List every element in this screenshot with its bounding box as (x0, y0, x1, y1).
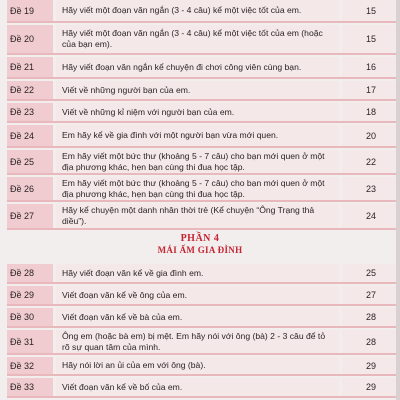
table-row (7, 308, 400, 328)
table-row (7, 357, 400, 376)
table-row (7, 125, 400, 148)
page-number: 15 (342, 25, 400, 53)
topic-number: Đề 23 (7, 103, 53, 121)
topic-title: Hãy kể chuyện một danh nhân thời trẻ (Kể chuyện “Ông Trạng thả diều”). (56, 204, 339, 228)
topic-number: Đề 22 (7, 81, 53, 99)
topic-number: Đề 32 (7, 357, 53, 374)
page-number: 29 (342, 357, 400, 374)
topic-number: Đề 33 (7, 378, 53, 396)
topic-title: Em hãy viết một bức thư (khoảng 5 - 7 câu) cho bạn mới quen ở một địa phương khác, hẹn bạn cùng thi đua học tập. (56, 150, 339, 173)
topic-title: Hãy viết một đoạn văn ngắn (3 - 4 câu) kể một việc tốt của em (hoặc của bạn em). (56, 25, 339, 53)
table-row (7, 57, 400, 79)
part-4-header (0, 230, 400, 264)
topic-title: Viết đoạn văn kể về bà của em. (56, 308, 339, 326)
page-number: 27 (342, 286, 400, 304)
topic-number: Đề 21 (7, 57, 53, 77)
topic-title: Em hãy kể về gia đình với một người bạn vừa mới quen. (56, 125, 339, 146)
page-number: 29 (342, 378, 400, 396)
table-row (7, 378, 400, 398)
page-number: 28 (342, 308, 400, 326)
topic-title: Ông em (hoặc bà em) bị mệt. Em hãy nói với ông (bà) 2 - 3 câu để tỏ rõ sự quan tâm của mình. (56, 330, 339, 353)
page-number: 15 (342, 0, 400, 21)
part-title: PHẦN 4 (180, 233, 220, 244)
page-number: 16 (342, 57, 400, 77)
topic-number: Đề 29 (7, 286, 53, 304)
topic-title: Viết về những kỉ niệm với người bạn của em. (56, 103, 339, 121)
topic-title: Hãy viết đoạn văn ngắn kể chuyện đi chơi công viên cùng bạn. (56, 57, 339, 77)
page-number: 25 (342, 264, 400, 282)
topic-number: Đề 28 (7, 264, 53, 282)
table-row (7, 81, 400, 101)
topic-title: Hãy nói lời an ủi của em với ông (bà). (56, 357, 339, 374)
topic-title: Viết về những người bạn của em. (56, 81, 339, 99)
topic-title: Hãy viết một đoạn văn ngắn (3 - 4 câu) kể một việc tốt của em. (56, 0, 339, 21)
topic-number: Đề 31 (7, 330, 53, 353)
table-row (7, 264, 400, 284)
topic-title: Em hãy viết một bức thư (khoảng 5 - 7 câu) cho bạn mới quen ở một địa phương khác, hẹn bạn cùng thi đua học tập. (56, 177, 339, 200)
topic-number: Đề 20 (7, 25, 53, 53)
topic-title: Hãy viết đoạn văn kể về gia đình em. (56, 264, 339, 282)
topic-number: Đề 19 (7, 0, 53, 21)
topic-number: Đề 30 (7, 308, 53, 326)
page-number: 22 (342, 150, 400, 173)
table-row (7, 103, 400, 123)
table-row (7, 150, 400, 175)
page-number: 20 (342, 125, 400, 146)
topic-number: Đề 26 (7, 177, 53, 200)
table-row (7, 0, 400, 23)
page-number: 23 (342, 177, 400, 200)
page-number: 18 (342, 103, 400, 121)
table-row (7, 177, 400, 202)
topic-title: Viết đoạn văn kể về bố của em. (56, 378, 339, 396)
topic-title: Viết đoạn văn kể về ông của em. (56, 286, 339, 304)
page-number: 24 (342, 204, 400, 228)
topic-number: Đề 27 (7, 204, 53, 228)
page-number: 17 (342, 81, 400, 99)
table-row (7, 286, 400, 306)
table-row (7, 25, 400, 55)
table-row (7, 204, 400, 230)
part-subtitle: MÁI ẤM GIA ĐÌNH (157, 245, 243, 255)
page-edge-shadow (396, 0, 400, 400)
topic-number: Đề 25 (7, 150, 53, 173)
table-row (7, 330, 400, 355)
topic-number: Đề 24 (7, 125, 53, 146)
page-number: 28 (342, 330, 400, 353)
